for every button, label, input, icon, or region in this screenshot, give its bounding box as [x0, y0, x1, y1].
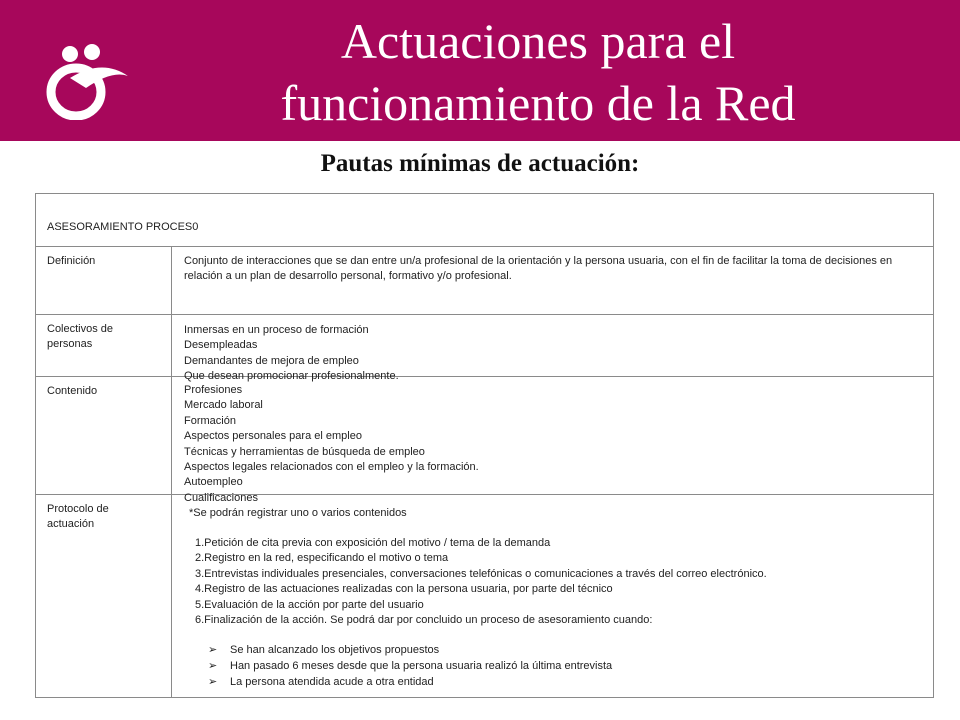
arrow-bullet-icon: ➢	[208, 644, 218, 656]
arrow-bullet-icon: ➢	[208, 660, 218, 672]
list-item: Autoempleo	[184, 476, 243, 489]
definicion-text: Conjunto de interacciones que se dan entre un/a profesional de la orientación y la persona usuaria, con el fin de facilitar la toma de decisiones en relación a un plan de desarrollo personal, formativo y/o profesional.	[184, 255, 893, 283]
organization-logo	[40, 40, 140, 120]
list-item: Inmersas en un proceso de formación	[184, 324, 369, 336]
list-item: 2.Registro en la red, especificando el motivo o tema	[195, 552, 449, 565]
definicion-label: Definición	[47, 255, 96, 267]
bullet-text: La persona atendida acude a otra entidad	[230, 676, 434, 688]
list-item: Mercado laboral	[184, 399, 263, 412]
list-item: Desempleadas	[184, 339, 258, 352]
list-item: 1.Petición de cita previa con exposición del motivo / tema de la demanda	[195, 537, 551, 549]
list-item: Demandantes de mejora de empleo	[184, 354, 359, 367]
list-item: Aspectos legales relacionados con el empleo y la formación.	[184, 461, 479, 474]
list-item: 4.Registro de las actuaciones realizadas con la persona usuaria, por parte del técnico	[195, 583, 613, 596]
contenido-label: Contenido	[47, 385, 98, 397]
table-heading: ASESORAMIENTO PROCES0	[47, 221, 199, 233]
list-item: 5.Evaluación de la acción por parte del usuario	[195, 598, 424, 611]
list-item	[186, 675, 434, 690]
table-heading-row	[36, 194, 933, 247]
title-line-1: Actuaciones para el	[340, 13, 736, 69]
list-item: Formación	[184, 414, 236, 427]
header-banner	[0, 0, 960, 141]
page-title	[138, 10, 938, 134]
list-item: Profesiones	[184, 384, 243, 396]
protocolo-steps	[195, 536, 875, 628]
list-item: Cualificaciones	[184, 491, 258, 504]
list-item	[186, 659, 612, 674]
bullet-text: Han pasado 6 meses desde que la persona usuaria realizó la última entrevista	[230, 660, 613, 672]
title-line-2: funcionamiento de la Red	[280, 75, 796, 131]
column-divider	[171, 246, 172, 697]
list-item	[186, 643, 439, 658]
list-item: Aspectos personales para el empleo	[184, 430, 362, 443]
contenido-note: *Se podrán registrar uno o varios contenidos	[189, 507, 407, 520]
list-item: Que desean promocionar profesionalmente.	[184, 370, 399, 383]
page-subtitle: Pautas mínimas de actuación:	[320, 150, 640, 177]
arrow-bullet-icon: ➢	[208, 676, 218, 688]
colectivos-list	[184, 323, 914, 385]
protocolo-label: Protocolo de actuación	[47, 503, 109, 530]
colectivos-label: Colectivos de personas	[47, 323, 114, 350]
list-item: 6.Finalización de la acción. Se podrá dar por concluido un proceso de asesoramiento cuando:	[195, 614, 653, 627]
list-item: 3.Entrevistas individuales presenciales, conversaciones telefónicas o comunicaciones a través del correo electrónico.	[195, 567, 767, 580]
bullet-text: Se han alcanzado los objetivos propuestos	[230, 644, 440, 656]
list-item: Técnicas y herramientas de búsqueda de empleo	[184, 445, 425, 458]
